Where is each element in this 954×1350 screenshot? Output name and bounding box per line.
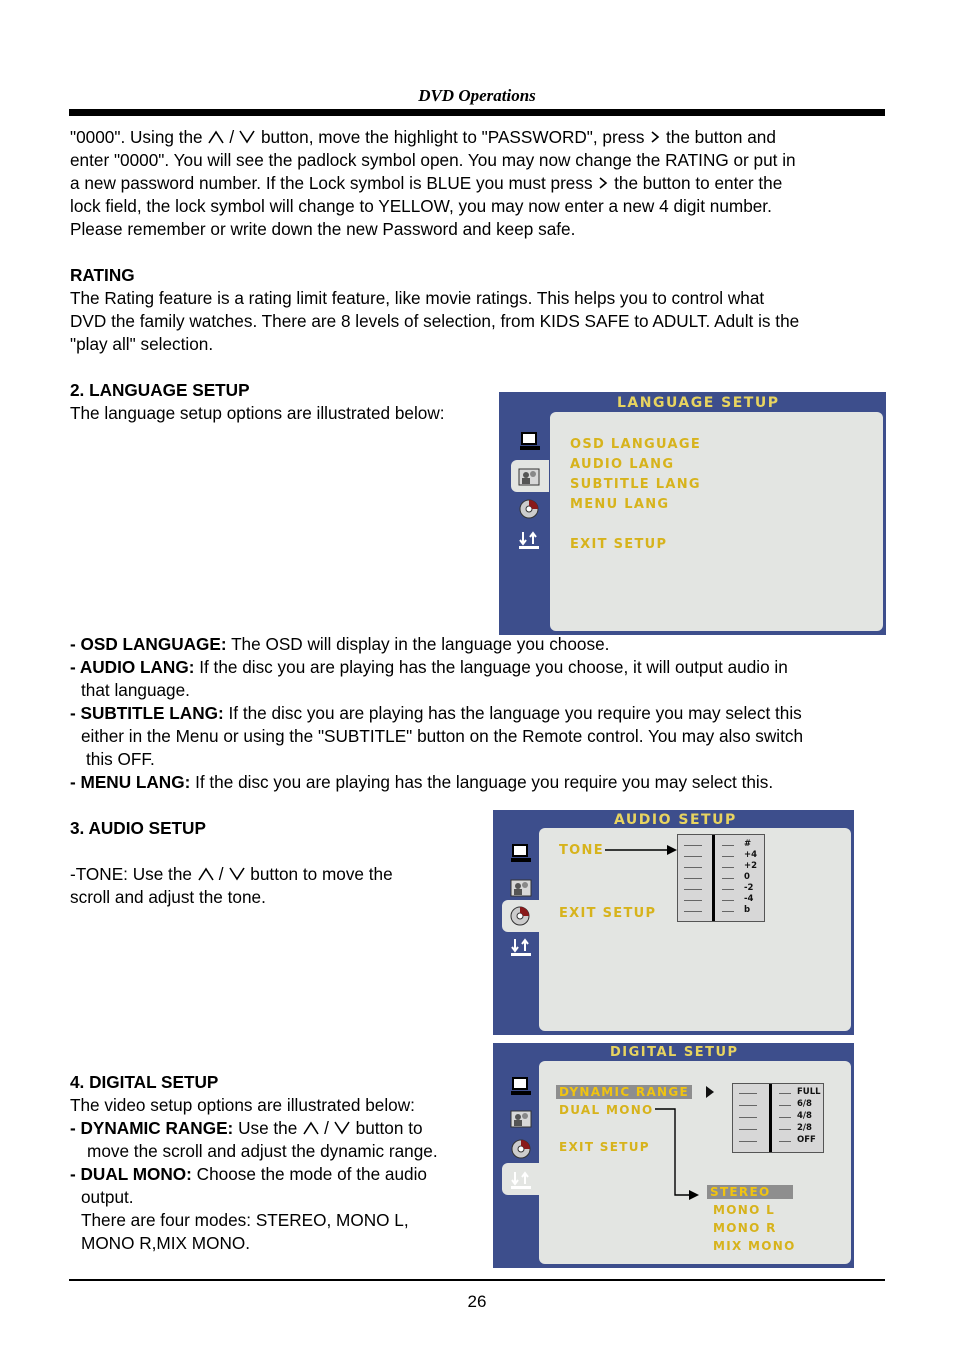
subtitle-lang-desc-2: either in the Menu or using the "SUBTITLE" button on the Remote control. You may also switch <box>81 726 804 746</box>
slash: / <box>218 864 224 884</box>
text: button to move the <box>250 864 393 884</box>
right-arrow-icon <box>597 176 609 190</box>
password-line-3 <box>70 172 782 195</box>
menu-lang-desc <box>70 771 773 794</box>
dual-mono-desc-4: MONO R,MIX MONO. <box>81 1233 251 1253</box>
menu-dual-mono[interactable]: DUAL MONO <box>559 1103 654 1117</box>
audio-heading: 3. AUDIO SETUP <box>70 818 206 838</box>
password-line-1 <box>70 126 776 149</box>
subtitle-lang-desc-3: this OFF. <box>86 749 155 769</box>
definition: If the disc you are playing has the language you require you may select this. <box>195 772 774 792</box>
down-arrow-icon <box>228 867 246 881</box>
rating-line-3: "play all" selection. <box>70 334 214 354</box>
dual-mono-desc <box>70 1163 427 1186</box>
menu-dynamic-range[interactable]: DYNAMIC RANGE <box>556 1085 692 1099</box>
scale-label: FULL <box>797 1087 821 1097</box>
scale-label: -2 <box>744 883 754 893</box>
up-arrow-icon <box>302 1121 320 1135</box>
audio-setup-osd <box>493 810 854 1035</box>
dynamic-range-scale[interactable] <box>732 1083 824 1153</box>
tone-line-2: scroll and adjust the tone. <box>70 887 266 907</box>
term: - AUDIO LANG: <box>70 657 195 677</box>
scale-label: 2/8 <box>797 1123 812 1133</box>
exit-icon <box>509 936 533 958</box>
right-arrow-icon <box>649 130 661 144</box>
disc-icon <box>508 905 532 927</box>
definition: If the disc you are playing has the language you choose, it will output audio in <box>199 657 788 677</box>
down-arrow-icon <box>238 130 256 144</box>
text: -TONE: Use the <box>70 864 192 884</box>
text: the button to enter the <box>614 173 783 193</box>
text: button to <box>355 1118 423 1138</box>
menu-osd-language[interactable]: OSD LANGUAGE <box>570 437 701 452</box>
text: a new password number. If the Lock symbol is BLUE you must press <box>70 173 593 193</box>
menu-tone[interactable]: TONE <box>559 843 604 858</box>
footer-rule <box>69 1279 885 1281</box>
scale-label: +4 <box>744 850 758 860</box>
term: - DUAL MONO: <box>70 1164 192 1184</box>
tone-scale[interactable] <box>677 834 765 922</box>
mode-mix-mono[interactable]: MIX MONO <box>713 1239 796 1253</box>
scale-label: 6/8 <box>797 1099 812 1109</box>
digital-intro: The video setup options are illustrated below: <box>70 1095 415 1115</box>
mode-stereo[interactable]: STEREO <box>707 1185 793 1199</box>
audio-lang-desc <box>70 656 788 679</box>
text: "0000". Using the <box>70 127 203 147</box>
play-arrow-icon <box>705 1085 715 1099</box>
definition: The OSD will display in the language you choose. <box>231 634 610 654</box>
text: Use the <box>238 1118 298 1138</box>
tone-arrow-icon <box>603 843 679 857</box>
term: - SUBTITLE LANG: <box>70 703 224 723</box>
subtitle-lang-desc <box>70 702 802 725</box>
scale-label: 0 <box>744 872 750 882</box>
rating-heading: RATING <box>70 265 135 285</box>
digital-heading: 4. DIGITAL SETUP <box>70 1072 219 1092</box>
down-arrow-icon <box>333 1121 351 1135</box>
term: - MENU LANG: <box>70 772 191 792</box>
dynamic-range-desc-2: move the scroll and adjust the dynamic range. <box>87 1141 438 1161</box>
definition: Choose the mode of the audio <box>196 1164 427 1184</box>
language-intro: The language setup options are illustrated below: <box>70 403 445 423</box>
osd-title: AUDIO SETUP <box>614 812 737 828</box>
scale-bar <box>712 835 715 921</box>
menu-audio-lang[interactable]: AUDIO LANG <box>570 457 675 472</box>
mode-mono-r[interactable]: MONO R <box>713 1221 777 1235</box>
password-line-5: Please remember or write down the new Password and keep safe. <box>70 219 576 239</box>
osd-title: LANGUAGE SETUP <box>617 395 780 411</box>
tv-icon <box>509 1075 533 1097</box>
scale-bar <box>769 1084 772 1152</box>
tone-line-1 <box>70 863 393 886</box>
digital-setup-osd <box>493 1043 854 1268</box>
term: - OSD LANGUAGE: <box>70 634 227 654</box>
tv-icon <box>509 842 533 864</box>
menu-subtitle-lang[interactable]: SUBTITLE LANG <box>570 477 701 492</box>
slash: / <box>324 1118 329 1138</box>
language-setup-osd <box>499 392 886 635</box>
disc-icon <box>517 498 541 520</box>
scale-label: b <box>744 905 751 915</box>
menu-exit-setup[interactable]: EXIT SETUP <box>559 906 657 921</box>
language-heading: 2. LANGUAGE SETUP <box>70 380 250 400</box>
menu-exit-setup[interactable]: EXIT SETUP <box>570 537 668 552</box>
scale-label: # <box>744 839 752 849</box>
menu-menu-lang[interactable]: MENU LANG <box>570 497 670 512</box>
connector-arrow-icon <box>653 1107 701 1201</box>
text: button, move the highlight to "PASSWORD", press <box>260 127 645 147</box>
scale-label: -4 <box>744 894 754 904</box>
exit-icon <box>517 529 541 551</box>
term: - DYNAMIC RANGE: <box>70 1118 234 1138</box>
people-icon <box>509 876 533 898</box>
tv-icon <box>518 430 542 452</box>
rating-line-2: DVD the family watches. There are 8 levels of selection, from KIDS SAFE to ADULT. Adult is the <box>70 311 800 331</box>
text: the button and <box>666 127 776 147</box>
scale-label: OFF <box>797 1135 816 1145</box>
dual-mono-desc-3: There are four modes: STEREO, MONO L, <box>81 1210 409 1230</box>
header-rule <box>69 109 885 116</box>
people-icon <box>509 1107 533 1129</box>
audio-lang-desc-2: that language. <box>81 680 190 700</box>
rating-line-1: The Rating feature is a rating limit feature, like movie ratings. This helps you to control what <box>70 288 765 308</box>
osd-language-desc <box>70 633 609 656</box>
up-arrow-icon <box>197 867 215 881</box>
exit-icon <box>509 1169 533 1191</box>
menu-exit-setup[interactable]: EXIT SETUP <box>559 1140 650 1154</box>
password-line-2: enter "0000". You will see the padlock symbol open. You may now change the RATING or put in <box>70 150 796 170</box>
running-header: DVD Operations <box>418 86 536 105</box>
up-arrow-icon <box>207 130 225 144</box>
page-number: 26 <box>467 1292 487 1311</box>
scale-label: +2 <box>744 861 758 871</box>
dual-mono-desc-2: output. <box>81 1187 134 1207</box>
osd-title: DIGITAL SETUP <box>610 1045 739 1060</box>
people-icon <box>517 465 541 487</box>
slash: / <box>229 127 235 147</box>
mode-mono-l[interactable]: MONO L <box>713 1203 776 1217</box>
definition: If the disc you are playing has the language you require you may select this <box>228 703 802 723</box>
scale-label: 4/8 <box>797 1111 812 1121</box>
password-line-4: lock field, the lock symbol will change to YELLOW, you may now enter a new 4 digit number. <box>70 196 772 216</box>
disc-icon <box>509 1138 533 1160</box>
dynamic-range-desc <box>70 1117 423 1140</box>
